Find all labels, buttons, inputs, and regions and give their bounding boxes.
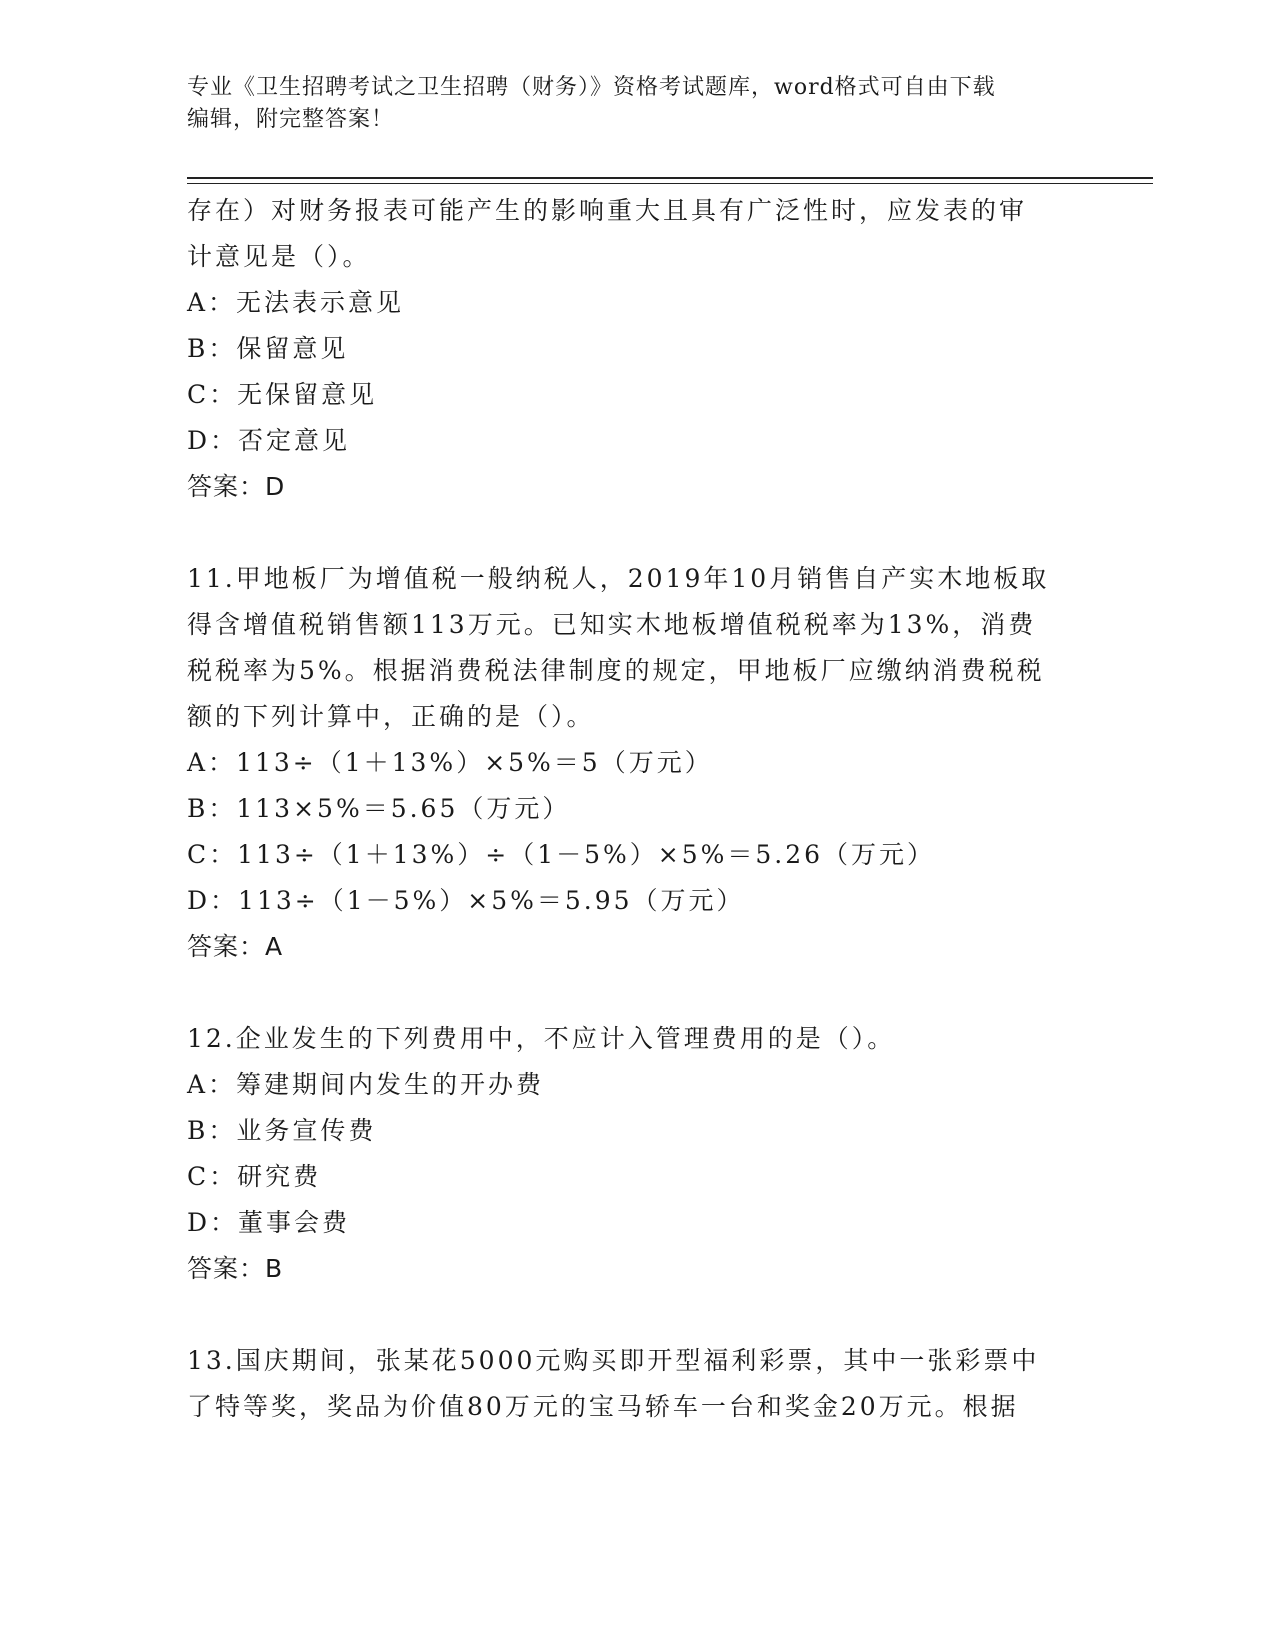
option-d: D：113÷（1－5%）×5%＝5.95（万元） <box>187 886 745 915</box>
option-c: C：无保留意见 <box>187 380 378 409</box>
option-b: B：保留意见 <box>187 334 349 363</box>
option-c: C：113÷（1＋13%）÷（1－5%）×5%＝5.26（万元） <box>187 840 936 869</box>
question-stem-line: 得含增值税销售额113万元。已知实木地板增值税税率为13%，消费 <box>187 610 1037 639</box>
answer-label: 答案：A <box>187 932 284 961</box>
question-content <box>187 188 1077 1430</box>
question-10 <box>187 188 1077 510</box>
spacer <box>187 1292 1077 1338</box>
question-stem-line: 税税率为5%。根据消费税法律制度的规定，甲地板厂应缴纳消费税税 <box>187 656 1045 685</box>
answer-label: 答案：B <box>187 1254 284 1283</box>
option-c: C：研究费 <box>187 1162 322 1191</box>
option-a: A：筹建期间内发生的开办费 <box>187 1070 545 1099</box>
header-line-2: 编辑，附完整答案！ <box>187 107 395 132</box>
question-13 <box>187 1338 1077 1430</box>
question-stem-line: 12.企业发生的下列费用中，不应计入管理费用的是（）。 <box>187 1024 896 1053</box>
option-d: D：否定意见 <box>187 426 351 455</box>
page-header <box>187 72 1077 136</box>
option-b: B：113×5%＝5.65（万元） <box>187 794 571 823</box>
question-11 <box>187 556 1077 970</box>
spacer <box>187 970 1077 1016</box>
option-a: A：113÷（1＋13%）×5%＝5（万元） <box>187 748 713 777</box>
question-stem-line: 额的下列计算中，正确的是（）。 <box>187 702 595 731</box>
header-line-1: 专业《卫生招聘考试之卫生招聘（财务）》资格考试题库，word格式可自由下载 <box>187 75 996 100</box>
spacer <box>187 510 1077 556</box>
question-stem-line: 计意见是（）。 <box>187 242 371 271</box>
question-stem-line: 13.国庆期间，张某花5000元购买即开型福利彩票，其中一张彩票中 <box>187 1346 1040 1375</box>
question-stem-line: 了特等奖，奖品为价值80万元的宝马轿车一台和奖金20万元。根据 <box>187 1392 1019 1421</box>
question-stem-line: 存在）对财务报表可能产生的影响重大且具有广泛性时，应发表的审 <box>187 196 1028 225</box>
answer-label: 答案：D <box>187 472 286 501</box>
question-12 <box>187 1016 1077 1292</box>
question-stem-line: 11.甲地板厂为增值税一般纳税人，2019年10月销售自产实木地板取 <box>187 564 1050 593</box>
header-divider-thick <box>187 177 1153 179</box>
header-divider-thin <box>187 183 1153 184</box>
option-d: D：董事会费 <box>187 1208 351 1237</box>
option-a: A：无法表示意见 <box>187 288 405 317</box>
option-b: B：业务宣传费 <box>187 1116 377 1145</box>
